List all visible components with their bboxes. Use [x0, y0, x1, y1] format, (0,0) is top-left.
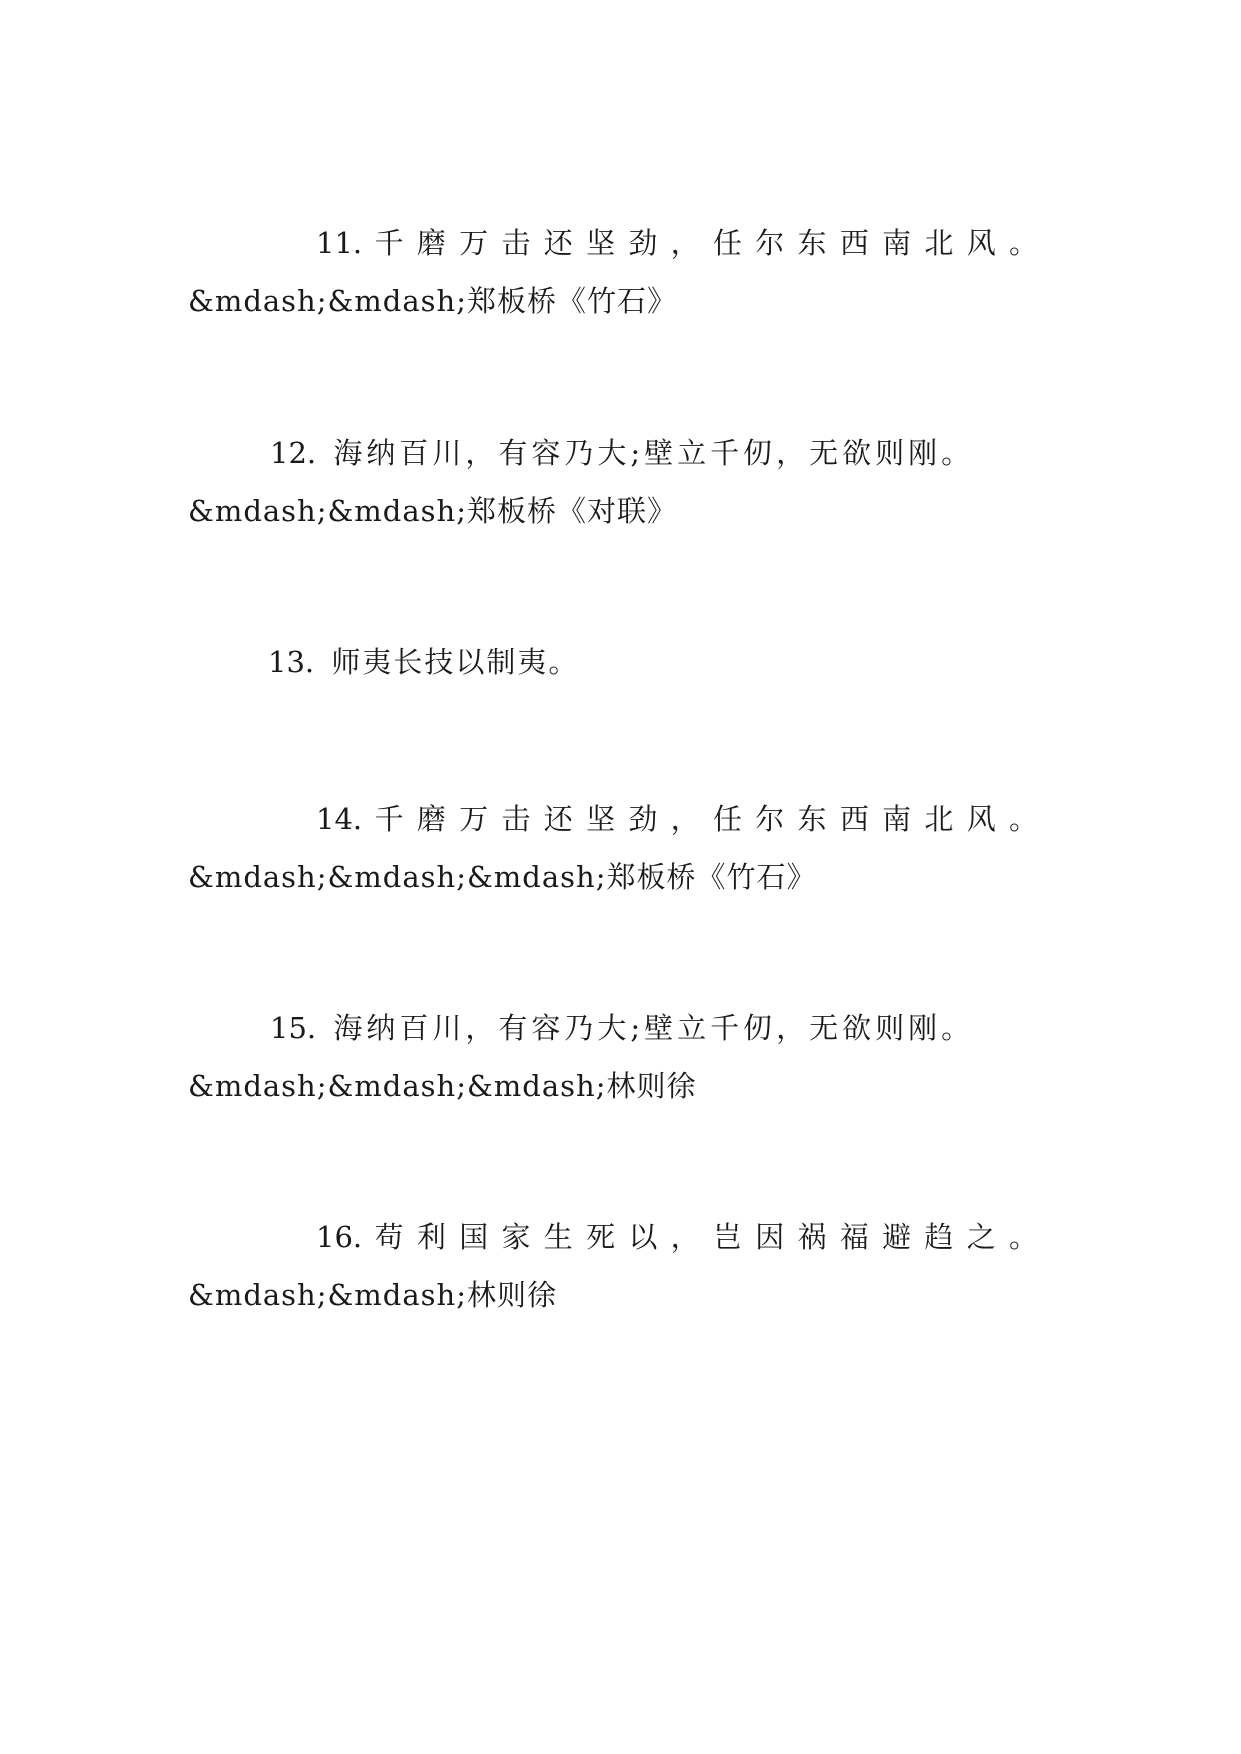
quote-line — [188, 424, 1048, 482]
quote-item — [188, 999, 1048, 1115]
quote-item — [188, 1208, 1048, 1324]
quote-item — [188, 790, 1048, 906]
quote-item — [188, 424, 1048, 540]
quote-text: 千磨万击还坚劲，任尔东西南北风。 — [374, 226, 1048, 260]
quote-text: 苟利国家生死以，岂因祸福避趋之。 — [374, 1220, 1048, 1254]
quote-text: 师夷长技以制夷。 — [331, 645, 580, 679]
quote-line — [188, 1208, 1048, 1266]
quote-source: &mdash;&mdash;&mdash;林则徐 — [188, 1069, 697, 1103]
quote-number: 13. — [268, 645, 315, 679]
quote-text: 海纳百川，有容乃大;壁立千仞，无欲则刚。 — [333, 436, 975, 470]
quote-line — [188, 999, 1048, 1057]
quote-text: 海纳百川，有容乃大;壁立千仞，无欲则刚。 — [333, 1011, 975, 1045]
quote-source: &mdash;&mdash;郑板桥《对联》 — [188, 494, 677, 528]
quote-line — [188, 633, 1048, 691]
quote-source: &mdash;&mdash;&mdash;郑板桥《竹石》 — [188, 860, 817, 894]
quote-text: 千磨万击还坚劲，任尔东西南北风。 — [374, 802, 1048, 836]
quote-source: &mdash;&mdash;郑板桥《竹石》 — [188, 284, 677, 318]
quote-number: 16. — [316, 1220, 363, 1254]
quote-line — [188, 214, 1048, 272]
quote-item — [188, 214, 1048, 330]
quote-line — [188, 790, 1048, 848]
quote-number: 12. — [270, 436, 317, 470]
quote-source: &mdash;&mdash;林则徐 — [188, 1278, 557, 1312]
quote-item — [188, 633, 1048, 691]
quote-number: 15. — [270, 1011, 317, 1045]
quote-number: 11. — [316, 226, 363, 260]
quote-number: 14. — [316, 802, 363, 836]
